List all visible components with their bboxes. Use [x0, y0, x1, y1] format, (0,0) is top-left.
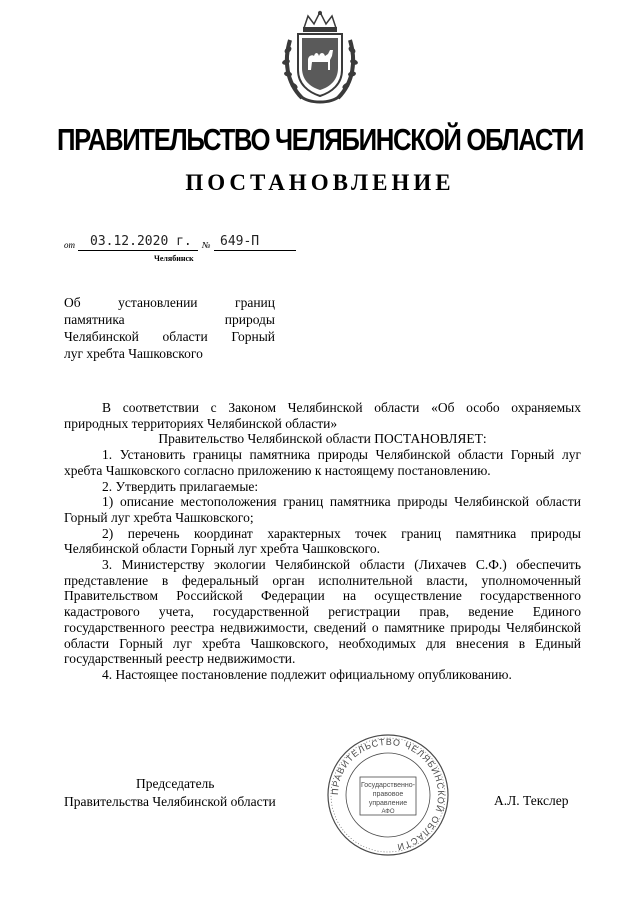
subject-line: Челябинской области Горный [64, 329, 275, 344]
coat-of-arms-icon [280, 10, 360, 108]
body-paragraph: 3. Министерству экологии Челябинской области (Лихачев С.Ф.) обеспечить представление в федеральный орган исполнительной власти, уполномоченный Правительством Российской Федерации на осуществление государственного кадастрового учета, государственной регистрации прав, ведение Единого государственного реестра недвижимости, сведений о памятнике природы Челябинской области Горный луг хребта Чашковского, необходимых для внесения в Единый государственный реестр недвижимости. [64, 557, 581, 667]
signatory-organization: Правительства Челябинской области [64, 794, 276, 809]
document-type-title: ПОСТАНОВЛЕНИЕ [185, 170, 455, 195]
signatory-name: А.Л. Текслер [494, 793, 569, 808]
seal-center-line: АФО [381, 809, 395, 815]
official-seal-icon [326, 733, 450, 857]
document-subject [64, 294, 275, 362]
document-number: 649-П [220, 234, 260, 249]
document-body [64, 400, 581, 683]
subject-line: памятника природы [64, 312, 275, 327]
resolution-heading: Правительство Челябинской области ПОСТАНОВЛЯЕТ: [158, 431, 487, 447]
signatory-title: Председатель [136, 776, 215, 791]
body-paragraph: 2) перечень координат характерных точек границ памятника природы Челябинской области Горный луг хребта Чашковского. [64, 525, 581, 557]
signatory-role [64, 775, 304, 811]
date-label: от [64, 240, 75, 250]
date-underline [78, 250, 198, 251]
date-number-line [64, 231, 296, 253]
government-title: ПРАВИТЕЛЬСТВО ЧЕЛЯБИНСКОЙ ОБЛАСТИ [56, 122, 584, 157]
city-name: Челябинск [154, 254, 194, 263]
seal-center-line: управление [368, 800, 408, 807]
seal-center-line: Государственно- [360, 782, 416, 789]
body-paragraph: 4. Настоящее постановление подлежит официальному опубликованию. [102, 666, 512, 682]
seal-ring-text: ПРАВИТЕЛЬСТВО ЧЕЛЯБИНСКОЙ ОБЛАСТИ [329, 736, 447, 853]
seal-center-line: правовое [372, 791, 404, 798]
document-date: 03.12.2020 г. [90, 234, 192, 249]
number-underline [214, 250, 296, 251]
body-paragraph: 1) описание местоположения границ памятника природы Челябинской области Горный луг хребта Чашковского; [64, 494, 581, 525]
body-paragraph: 1. Установить границы памятника природы Челябинской области Горный луг хребта Чашковского согласно приложению к настоящему постановлению. [64, 447, 581, 478]
body-paragraph: В соответствии с Законом Челябинской области «Об особо охраняемых природных территориях Челябинской области» [64, 400, 581, 431]
body-paragraph: 2. Утвердить прилагаемые: [102, 478, 259, 494]
number-label: № [202, 240, 211, 250]
subject-line: Об установлении границ [64, 295, 275, 310]
subject-line: луг хребта Чашковского [64, 346, 203, 361]
